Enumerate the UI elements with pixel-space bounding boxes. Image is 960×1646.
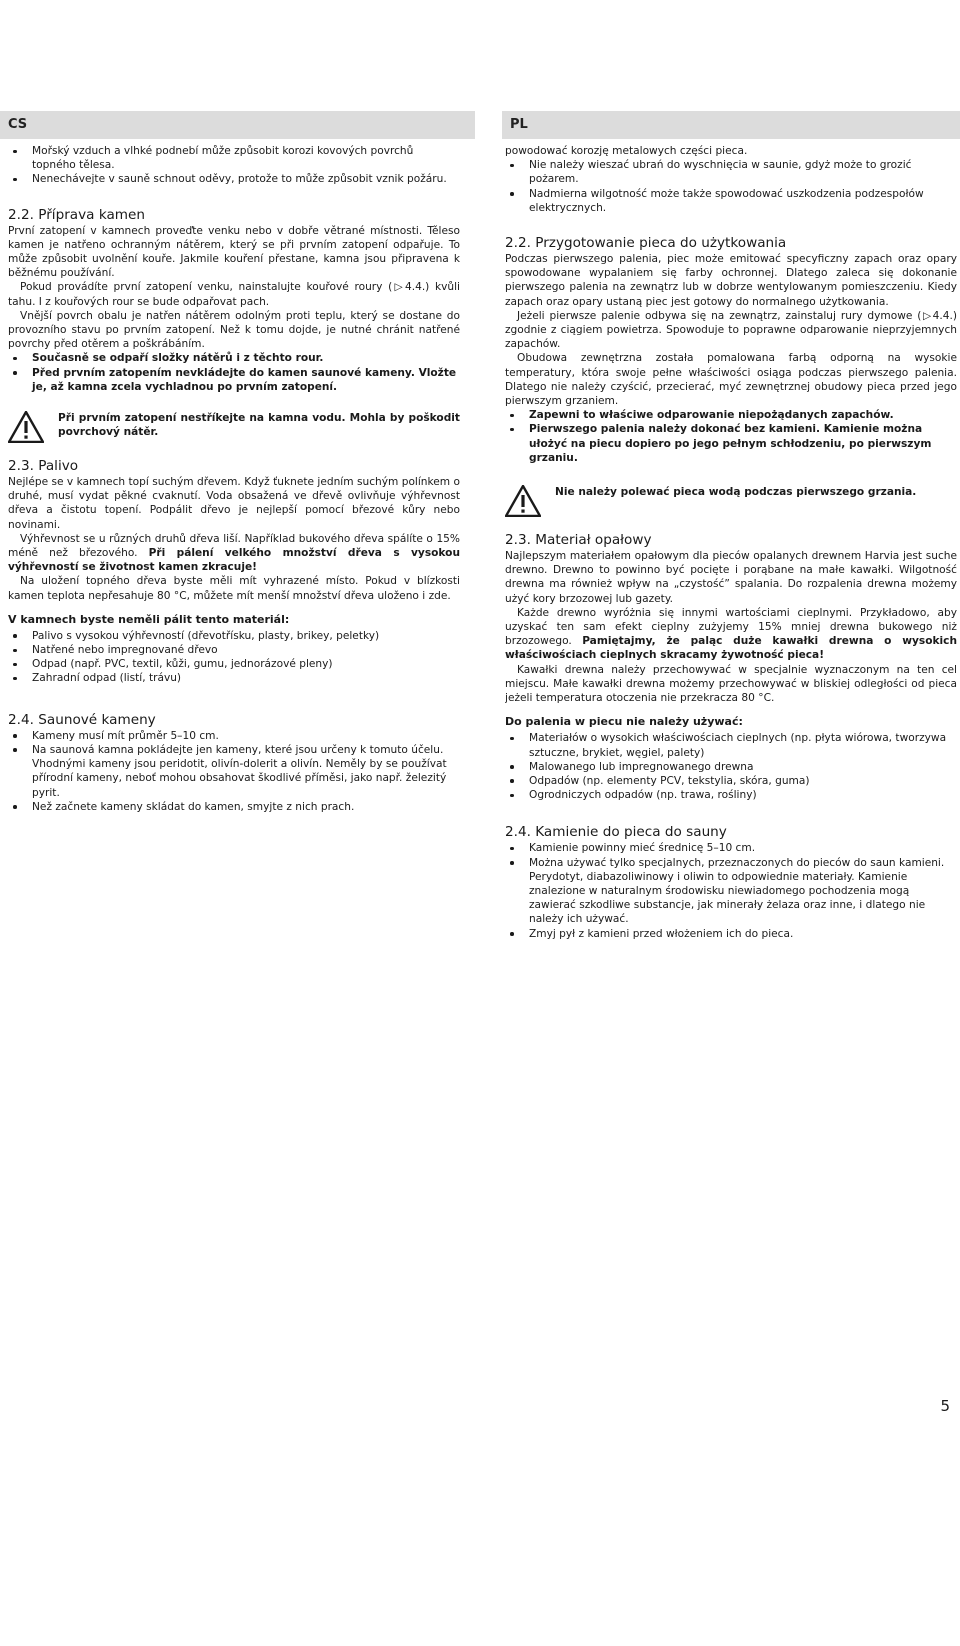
cs-paragraph: Na uložení topného dřeva byste měli mít vyhrazené místo. Pokud v blízkosti kamen teplota nepřesahuje 80 °C, můžete mít menší množství dřeva uloženo i zde.	[8, 575, 460, 602]
list-item: Odpadów (np. elementy PCV, tekstylia, skóra, guma)	[505, 774, 957, 788]
list-item: Než začnete kameny skládat do kamen, smyjte z nich prach.	[8, 800, 460, 814]
cs-2-2-bullets	[8, 351, 460, 394]
cs-paragraph: Vnější povrch obalu je natřen nátěrem odolným proti teplu, který se dostane do provozního stavu po prvním zatopení. Než k tomu dojde, je nutné chránit natřené povrchy před otěrem a poškrábáním.	[8, 309, 460, 351]
pl-text-emphasis: Pamiętajmy, że paląc duże kawałki drewna o wysokich właściwościach cieplnych skracamy żywotność pieca!	[505, 635, 957, 662]
list-item: Současně se odpaří složky nátěrů i z těchto rour.	[8, 351, 460, 365]
cs-warning-box	[8, 411, 460, 443]
warning-icon	[8, 411, 44, 443]
list-item: Można używać tylko specjalnych, przeznaczonych do pieców do saun kamieni. Perydotyt, diabazoliwinowy i oliwin to odpowiednie materiały. Kamienie znalezione w naturalnym środowisku niewiadomego pochodzenia mogą zawierać szkodliwe substancje, jak minerały żelaza oraz inne, i dlatego nie należy ich używać.	[505, 856, 957, 927]
cs-section-2-3-title: 2.3. Palivo	[8, 458, 79, 475]
cs-list-title: V kamnech byste neměli pálit tento materiál:	[8, 612, 290, 626]
pl-paragraph: Obudowa zewnętrzna została pomalowana farbą odporną na wysokie temperatury, która swoje pełne właściwości osiąga podczas pierwszego palenia. Dlatego nie należy czyścić, przecierać, myć zewnętrznej obudowy pieca przed jego pierwszym grzaniem.	[505, 352, 957, 408]
pl-paragraph	[505, 606, 957, 663]
cs-language-header	[0, 111, 475, 139]
pl-top-bullets	[505, 158, 957, 215]
pl-2-2-bullets	[505, 408, 957, 465]
cs-section-2-4-title: 2.4. Saunové kameny	[8, 711, 156, 728]
pl-continuation-text: powodować korozję metalowych części pieca.	[505, 145, 748, 157]
cs-paragraph	[8, 532, 460, 575]
cs-text-normal: Výhřevnost se u různých druhů dřeva liší. Například bukového dřeva spálíte o 15% méně než březového.	[8, 532, 460, 560]
pl-section-2-2-title: 2.2. Przygotowanie pieca do użytkowania	[505, 235, 787, 252]
pl-paragraph: Podczas pierwszego palenia, piec może emitować specyficzny zapach oraz opary spowodowane wypalaniem się farby ochronnej. Dlatego zaleca się dokonanie pierwszego palenia na zewnątrz lub w dobrze wentylowanym pomieszczeniu. Kiedy zapach oraz opary ustaną piec jest gotowy do normalnego użytkowania.	[505, 253, 957, 308]
list-item: Natřené nebo impregnované dřevo	[8, 643, 460, 657]
list-item: Palivo s vysokou výhřevností (dřevotřísku, plasty, brikey, peletky)	[8, 629, 460, 643]
list-item: Kamienie powinny mieć średnicę 5–10 cm.	[505, 841, 957, 855]
list-item: Pierwszego palenia należy dokonać bez kamieni. Kamienie można ułożyć na piecu dopiero po jego pełnym schłodzeniu, po pierwszym grzaniu.	[505, 422, 957, 465]
list-item: Zapewni to właściwe odparowanie niepożądanych zapachów.	[505, 408, 957, 422]
list-item: Nenechávejte v sauně schnout oděvy, protože to může způsobit vznik požáru.	[8, 172, 460, 186]
list-item: Ogrodniczych odpadów (np. trawa, rośliny)	[505, 788, 957, 802]
list-item: Zmyj pył z kamieni przed włożeniem ich do pieca.	[505, 927, 957, 941]
list-item: Materiałów o wysokich właściwościach cieplnych (np. płyta wiórowa, tworzywa sztuczne, brykiet, węgiel, palety)	[505, 731, 957, 759]
list-item: Zahradní odpad (listí, trávu)	[8, 671, 460, 685]
pl-language-header	[502, 111, 960, 139]
cs-column	[8, 144, 460, 1389]
pl-column	[505, 144, 957, 1389]
pl-section-2-3-title: 2.3. Materiał opałowy	[505, 532, 652, 549]
page-number: 5	[940, 1397, 950, 1415]
list-item: Odpad (např. PVC, textil, kůži, gumu, jednorázové pleny)	[8, 657, 460, 671]
cs-paragraph: Pokud provádíte první zatopení venku, nainstalujte kouřové roury (▷4.4.) kvůli tahu. I z kouřových rour se bude odpařovat pach.	[8, 281, 460, 308]
cs-warning-text: Při prvním zatopení nestříkejte na kamna vodu. Mohla by poškodit povrchový nátěr.	[58, 412, 460, 439]
pl-warning-box	[505, 485, 957, 517]
warning-icon	[505, 485, 541, 517]
cs-section-2-2-title: 2.2. Příprava kamen	[8, 206, 146, 223]
cs-top-bullets	[8, 144, 460, 187]
pl-stones-list	[505, 841, 957, 940]
pl-list-title: Do palenia w piecu nie należy używać:	[505, 715, 743, 729]
pl-section-2-4-title: 2.4. Kamienie do pieca do sauny	[505, 824, 727, 841]
list-item: Mořský vzduch a vlhké podnebí může způsobit korozi kovových povrchů topného tělesa.	[8, 144, 460, 172]
list-item: Kameny musí mít průměr 5–10 cm.	[8, 729, 460, 743]
list-item: Nadmierna wilgotność może także spowodować uszkodzenia podzespołów elektrycznych.	[505, 187, 957, 215]
pl-fuel-list	[505, 731, 957, 802]
cs-fuel-list	[8, 629, 460, 686]
pl-warning-text: Nie należy polewać pieca wodą podczas pierwszego grzania.	[555, 486, 917, 499]
pl-paragraph: Najlepszym materiałem opałowym dla pieców opalanych drewnem Harvia jest suche drewno. Drewno to powinno być pocięte i porąbane na małe kawałki. Wilgotność drewna ma również wpływ na „czystość” spalania. Do rozpalenia drewna możemy użyć kory brzozowej lub gazety.	[505, 550, 957, 605]
pl-language-label: PL	[510, 117, 528, 132]
pl-text-normal: Każde drewno wyróżnia się innymi wartościami cieplnymi. Przykładowo, aby uzyskać ten sam efekt cieplny zużyjemy 15% mniej drewna bukowego niż brzozowego.	[505, 606, 957, 648]
list-item: Na saunová kamna pokládejte jen kameny, které jsou určeny k tomuto účelu. Vhodnými kameny jsou peridotit, olivín-dolerit a olivín. Neměly by se používat přírodní kameny, neboť mohou obsahovat škodlivé příměsi, jako např. železitý pyrit.	[8, 743, 460, 800]
cs-language-label: CS	[8, 117, 28, 132]
list-item: Před prvním zatopením nevkládejte do kamen saunové kameny. Vložte je, až kamna zcela vychladnou po prvním zatopení.	[8, 366, 460, 394]
cs-stones-list	[8, 729, 460, 814]
pl-paragraph: Jeżeli pierwsze palenie odbywa się na zewnątrz, zainstaluj rury dymowe (▷4.4.) zgodnie z ciągiem powietrza. Spowoduje to poprawne odparowanie nieprzyjemnych zapachów.	[505, 309, 957, 351]
pl-paragraph: Kawałki drewna należy przechowywać w specjalnie wyznaczonym na ten cel miejscu. Małe kawałki drewna możemy przechowywać w bliskiej odległości od pieca jeżeli temperatura otoczenia nie przekracza 80 °C.	[505, 663, 957, 705]
cs-paragraph: První zatopení v kamnech proveďte venku nebo v dobře větrané místnosti. Těleso kamen je natřeno ochranným nátěrem, který se při prvním zatopení odpařuje. To může způsobit uvolnění kouře. Jakmile kouření přestane, kamna jsou připravena k běžnému používání.	[8, 224, 460, 280]
manual-page	[0, 111, 960, 1423]
list-item: Nie należy wieszać ubrań do wyschnięcia w saunie, gdyż może to grozić pożarem.	[505, 158, 957, 186]
cs-text-emphasis: Při pálení velkého množství dřeva s vysokou výhřevností se životnost kamen zkracuje!	[8, 547, 460, 574]
list-item: Malowanego lub impregnowanego drewna	[505, 760, 957, 774]
cs-paragraph: Nejlépe se v kamnech topí suchým dřevem. Když ťuknete jedním suchým polínkem o druhé, musí vydat pěkné cvaknutí. Voda obsažená ve dřevě ovlivňuje výhřevnost dřeva a čistotu topení. Podpálit dřevo je nejlepší pomocí březové kůry nebo novinami.	[8, 476, 460, 531]
